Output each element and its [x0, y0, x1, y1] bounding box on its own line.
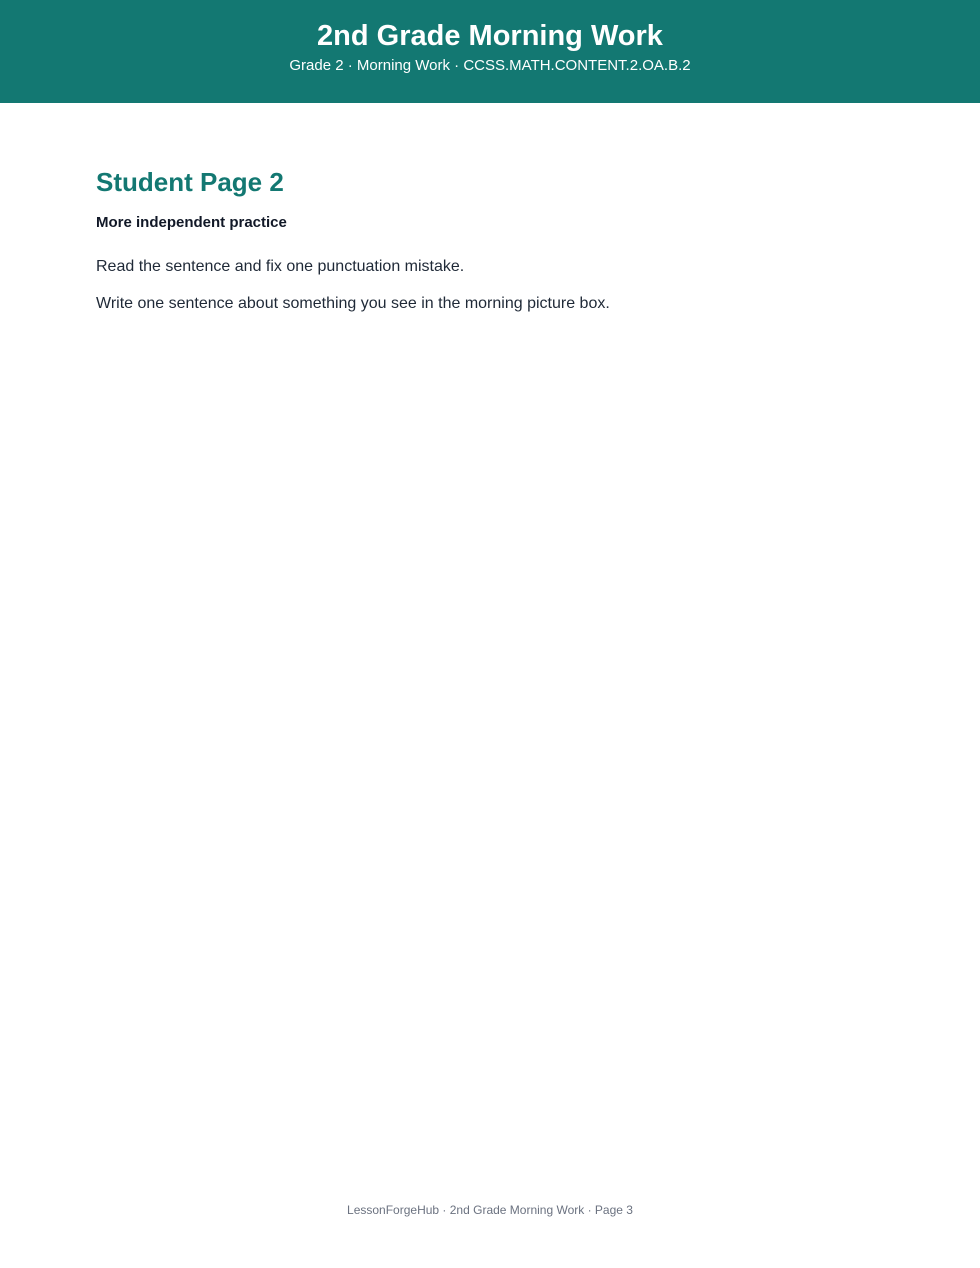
instruction-writing: Write one sentence about something you see in the morning picture box.	[96, 295, 610, 312]
worksheet-subtitle: Grade 2 · Morning Work · CCSS.MATH.CONTENT.2.OA.B.2	[289, 57, 691, 74]
worksheet-title: 2nd Grade Morning Work	[317, 20, 663, 52]
page-footer: LessonForgeHub · 2nd Grade Morning Work · Page 3	[347, 1203, 633, 1217]
practice-subheading: More independent practice	[96, 214, 287, 231]
worksheet-content	[96, 166, 886, 314]
student-page-title: Student Page 2	[96, 167, 284, 197]
instruction-punctuation: Read the sentence and fix one punctuation mistake.	[96, 258, 465, 275]
worksheet-header	[0, 0, 980, 103]
